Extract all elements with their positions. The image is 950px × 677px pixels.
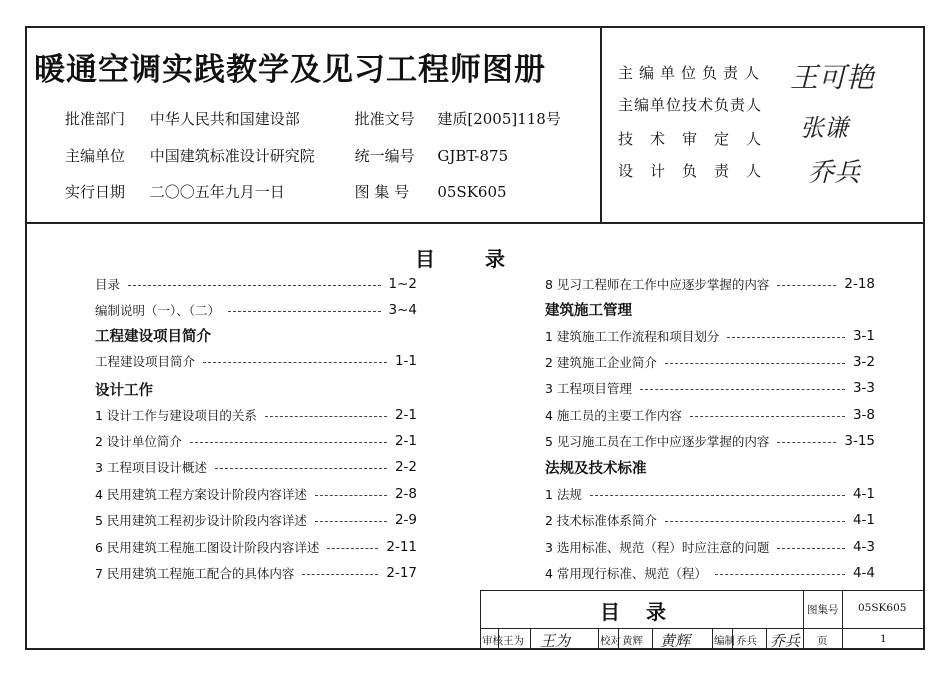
- toc-entry-text: 6 民用建筑工程施工图设计阶段内容详述: [95, 540, 320, 555]
- draw-signature: 乔兵: [770, 632, 801, 650]
- info-label: 主编单位: [65, 147, 126, 165]
- toc-entry-page: 3-15: [844, 433, 875, 449]
- toc-entry-text: 8 见习工程师在工作中应逐步掌握的内容: [545, 277, 770, 292]
- toc-entry-text: 3 工程项目设计概述: [95, 460, 207, 475]
- toc-entry[interactable]: [545, 537, 875, 557]
- toc-entry-page: 1~2: [388, 276, 417, 292]
- title-block-line: [480, 590, 481, 650]
- toc-entry-page: 4-3: [852, 539, 875, 555]
- toc-entry[interactable]: [95, 405, 417, 425]
- toc-entry-page: 2-1: [394, 433, 417, 449]
- check-label: 校对: [600, 635, 621, 647]
- toc-entry[interactable]: [545, 431, 875, 451]
- responsible-role: 技术审定人: [618, 130, 779, 148]
- toc-entry-page: 4-1: [852, 512, 875, 528]
- toc-entry[interactable]: [95, 510, 417, 530]
- info-row: [65, 181, 507, 202]
- review-label: 审核: [482, 635, 503, 647]
- toc-entry[interactable]: [545, 484, 875, 504]
- title-block-line: [652, 628, 653, 650]
- toc-entry-text: 7 民用建筑工程施工配合的具体内容: [95, 566, 295, 581]
- title-block-line: [803, 590, 804, 650]
- info-value: 二〇〇五年九月一日: [149, 183, 285, 201]
- info-row: [65, 108, 561, 129]
- info-value: 05SK605: [437, 183, 507, 201]
- toc-entry[interactable]: [95, 351, 417, 371]
- header-divider: [25, 222, 925, 224]
- toc-entry-page: 3-8: [852, 407, 875, 423]
- toc-entry[interactable]: [95, 457, 417, 477]
- info-value: 建质[2005]118号: [437, 110, 561, 128]
- toc-entry-text: 4 常用现行标准、规范（程）: [545, 566, 707, 581]
- review-name: 王为: [503, 635, 524, 647]
- title-block-line: [598, 628, 599, 650]
- toc-entry-page: 3-2: [852, 354, 875, 370]
- title-block-line: [766, 628, 767, 650]
- toc-entry-text: 目录: [95, 277, 121, 292]
- signature: 乔兵: [808, 158, 861, 188]
- toc-entry-text: 2 建筑施工企业简介: [545, 355, 657, 370]
- header-vertical-divider: [600, 26, 602, 222]
- toc-entry-text: 3 工程项目管理: [545, 381, 632, 396]
- atlas-number-value: 05SK605: [858, 602, 907, 614]
- toc-entry[interactable]: [545, 274, 875, 294]
- info-label: 批准部门: [65, 110, 126, 128]
- toc-entry[interactable]: [95, 431, 417, 451]
- draw-name: 乔兵: [736, 635, 757, 647]
- toc-entry[interactable]: [545, 510, 875, 530]
- title-block: [480, 590, 925, 650]
- toc-entry-page: 2-8: [394, 486, 417, 502]
- toc-section-heading: 设计工作: [95, 383, 153, 399]
- toc-entry-page: 1-1: [394, 353, 417, 369]
- toc-entry[interactable]: [95, 537, 417, 557]
- toc-title: [415, 243, 505, 272]
- page-number: 1: [880, 633, 887, 645]
- toc-entry-page: 2-11: [386, 539, 417, 555]
- toc-entry-text: 工程建设项目简介: [95, 354, 196, 369]
- toc-entry[interactable]: [545, 563, 875, 583]
- toc-entry[interactable]: [545, 352, 875, 372]
- responsible-role: 设计负责人: [618, 162, 779, 180]
- info-value: GJBT-875: [437, 147, 509, 165]
- toc-entry[interactable]: [545, 405, 875, 425]
- toc-entry-page: 2-2: [394, 459, 417, 475]
- toc-entry[interactable]: [545, 326, 875, 346]
- toc-entry-text: 1 建筑施工工作流程和项目划分: [545, 329, 720, 344]
- title-block-title-char: 目: [600, 600, 620, 624]
- toc-entry-page: 3-1: [852, 328, 875, 344]
- info-label: 图 集 号: [354, 183, 410, 201]
- info-label: 实行日期: [65, 183, 126, 201]
- title-block-title: [600, 596, 666, 625]
- draw-label: 编制: [714, 635, 735, 647]
- toc-title-char: 目: [415, 247, 435, 271]
- check-signature: 黄辉: [660, 632, 691, 650]
- toc-entry[interactable]: [95, 563, 417, 583]
- responsible-role: 主编单位负责人: [618, 64, 766, 82]
- toc-entry-text: 1 设计工作与建设项目的关系: [95, 408, 257, 423]
- toc-entry-page: 2-17: [386, 565, 417, 581]
- info-value: 中华人民共和国建设部: [149, 110, 300, 128]
- title-block-line: [480, 628, 925, 629]
- signature: 张谦: [800, 114, 848, 142]
- toc-entry-text: 2 设计单位简介: [95, 434, 182, 449]
- toc-entry-page: 4-4: [852, 565, 875, 581]
- check-name: 黄辉: [622, 635, 643, 647]
- toc-section-heading: 建筑施工管理: [545, 303, 632, 319]
- atlas-title: 暖通空调实践教学及见习工程师图册: [34, 52, 546, 88]
- toc-title-char: 录: [485, 247, 505, 271]
- info-row: [65, 145, 508, 166]
- toc-entry[interactable]: [545, 378, 875, 398]
- toc-entry-page: 4-1: [852, 486, 875, 502]
- toc-entry-page: 2-1: [394, 407, 417, 423]
- toc-entry[interactable]: [95, 300, 417, 320]
- toc-entry-text: 1 法规: [545, 487, 582, 502]
- info-label: 批准文号: [354, 110, 415, 128]
- info-value: 中国建筑标准设计研究院: [149, 147, 315, 165]
- toc-entry-text: 5 民用建筑工程初步设计阶段内容详述: [95, 513, 307, 528]
- signature: 王可艳: [790, 61, 875, 94]
- toc-entry-page: 3-3: [852, 380, 875, 396]
- title-block-line: [530, 628, 531, 650]
- toc-entry-page: 2-18: [844, 276, 875, 292]
- title-block-line: [712, 628, 713, 650]
- title-block-line: [842, 590, 843, 650]
- page-label: 页: [817, 635, 828, 647]
- toc-entry-page: 3~4: [388, 302, 417, 318]
- toc-entry-text: 4 民用建筑工程方案设计阶段内容详述: [95, 487, 307, 502]
- toc-section-heading: 法规及技术标准: [545, 461, 647, 477]
- title-block-line: [480, 590, 925, 591]
- toc-entry[interactable]: [95, 274, 417, 294]
- toc-entry-text: 4 施工员的主要工作内容: [545, 408, 682, 423]
- toc-section-heading: 工程建设项目简介: [95, 329, 211, 345]
- toc-entry-text: 2 技术标准体系简介: [545, 513, 657, 528]
- toc-entry[interactable]: [95, 484, 417, 504]
- atlas-number-label: 图集号: [807, 604, 839, 616]
- info-label: 统一编号: [354, 147, 415, 165]
- toc-entry-text: 编制说明（一）、（二）: [95, 303, 221, 318]
- title-block-title-char: 录: [646, 600, 666, 624]
- review-signature: 王为: [540, 632, 571, 650]
- toc-entry-text: 3 选用标准、规范（程）时应注意的问题: [545, 540, 770, 555]
- toc-entry-text: 5 见习施工员在工作中应逐步掌握的内容: [545, 434, 770, 449]
- responsible-role: 主编单位技术负责人: [618, 96, 763, 114]
- toc-entry-page: 2-9: [394, 512, 417, 528]
